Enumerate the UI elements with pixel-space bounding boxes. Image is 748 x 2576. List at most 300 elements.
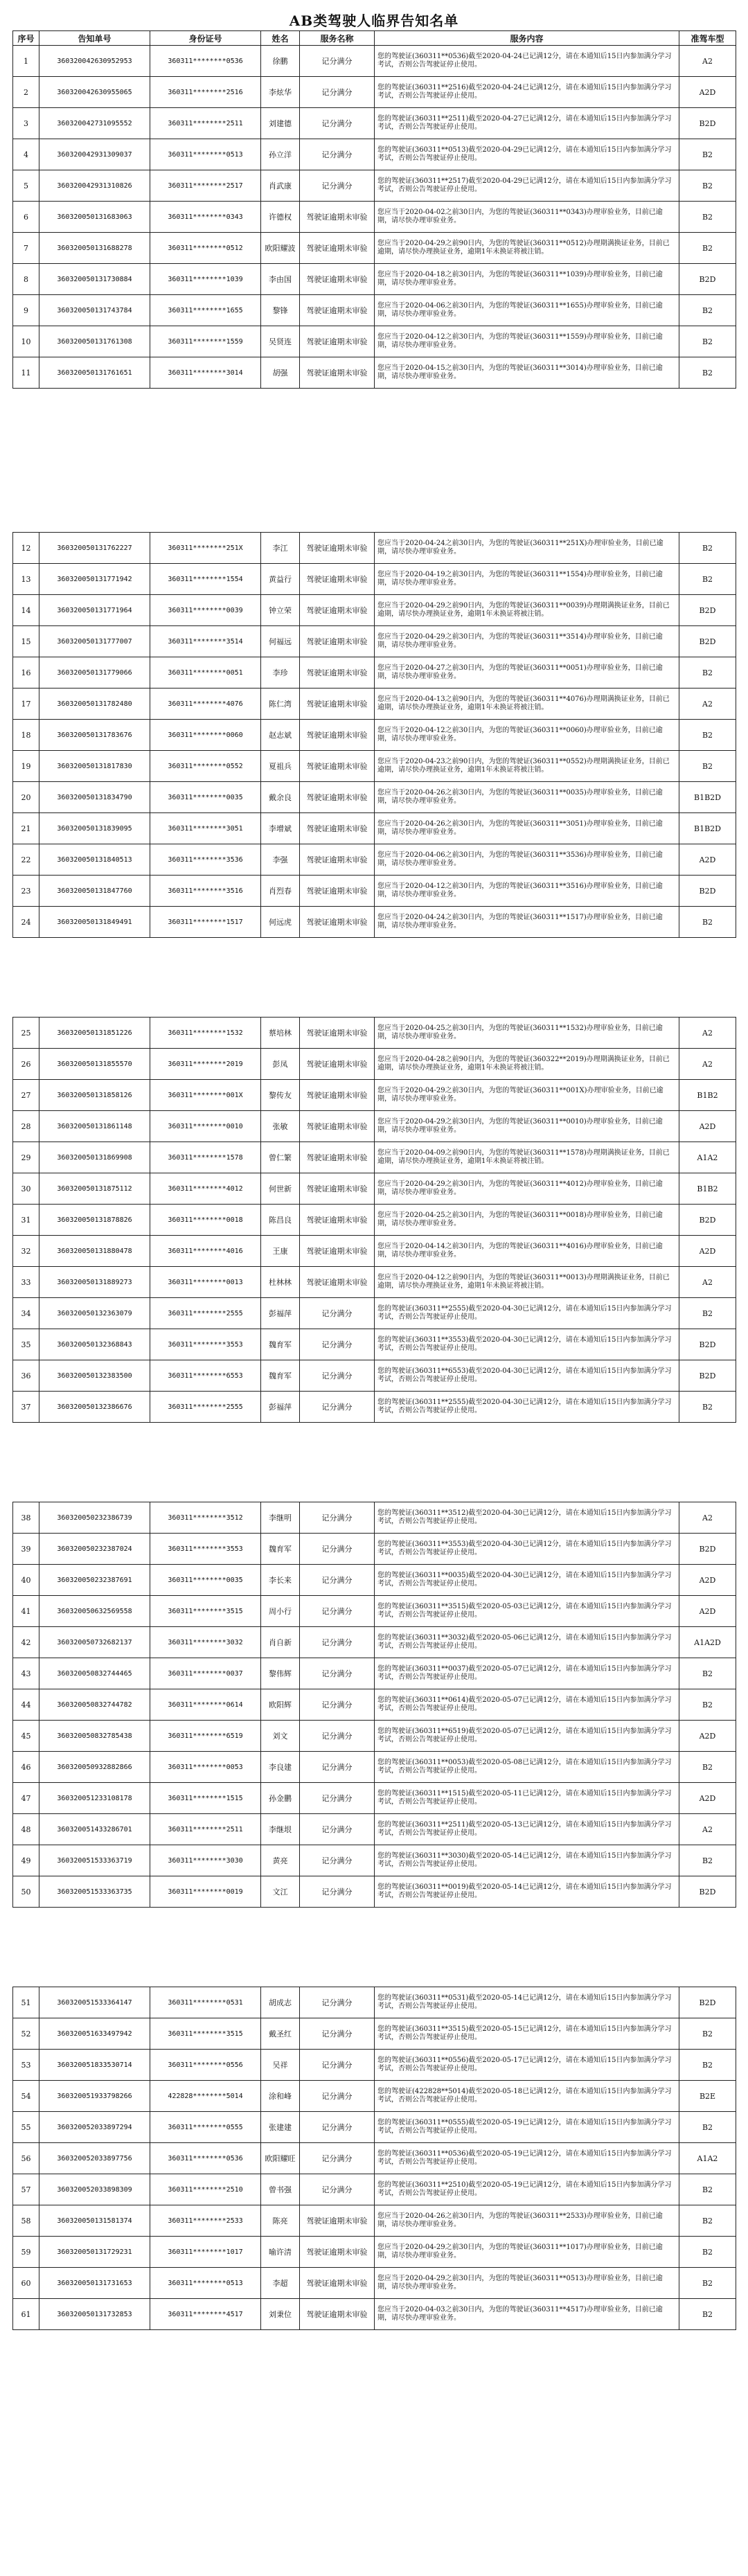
row-number: 38 bbox=[13, 1502, 39, 1534]
table-row bbox=[13, 2174, 736, 2205]
notice-number: 360320042630955065 bbox=[39, 77, 150, 108]
id-number: 360311********0035 bbox=[150, 782, 261, 813]
table-row bbox=[13, 1845, 736, 1876]
service-name: 记分满分 bbox=[300, 1534, 375, 1565]
id-number: 360311********2555 bbox=[150, 1298, 261, 1329]
service-name: 记分满分 bbox=[300, 1565, 375, 1596]
id-number: 422828********5014 bbox=[150, 2081, 261, 2112]
row-number: 22 bbox=[13, 844, 39, 876]
license-class: A2 bbox=[679, 689, 736, 720]
table-header-row bbox=[13, 31, 736, 46]
license-class: B2 bbox=[679, 2018, 736, 2050]
service-name: 记分满分 bbox=[300, 1721, 375, 1752]
service-content: 您应当于2020-04-26之前30日内，为您的驾驶证(360311**3051)办理审验业务，目前已逾期，请尽快办理审验业务。 bbox=[375, 813, 679, 844]
id-number: 360311********3553 bbox=[150, 1329, 261, 1360]
row-number: 26 bbox=[13, 1049, 39, 1080]
service-content: 您的驾驶证(360311**0037)截至2020-05-07已记满12分，请在本通知后15日内参加满分学习考试，否则公告驾驶证停止使用。 bbox=[375, 1658, 679, 1689]
table-row bbox=[13, 264, 736, 295]
table-row bbox=[13, 720, 736, 751]
notice-number: 360320050131855570 bbox=[39, 1049, 150, 1080]
service-name: 驾驶证逾期未审验 bbox=[300, 1018, 375, 1049]
driver-name: 李继明 bbox=[261, 1502, 300, 1534]
license-class: B1B2D bbox=[679, 813, 736, 844]
service-name: 记分满分 bbox=[300, 1845, 375, 1876]
row-number: 31 bbox=[13, 1205, 39, 1236]
driver-name: 黄益行 bbox=[261, 564, 300, 595]
notice-number: 360320051533363719 bbox=[39, 1845, 150, 1876]
table-row bbox=[13, 907, 736, 938]
id-number: 360311********4517 bbox=[150, 2299, 261, 2330]
license-class: A2D bbox=[679, 1783, 736, 1814]
license-class: B2 bbox=[679, 326, 736, 357]
table-row bbox=[13, 1783, 736, 1814]
license-class: B2 bbox=[679, 2268, 736, 2299]
driver-name: 何远虎 bbox=[261, 907, 300, 938]
notice-number: 360320050131849491 bbox=[39, 907, 150, 938]
service-content: 您应当于2020-04-24之前30日内，为您的驾驶证(360311**251X)办理审验业务，目前已逾期，请尽快办理审验业务。 bbox=[375, 533, 679, 564]
driver-name: 肖烈春 bbox=[261, 876, 300, 907]
license-class: A2 bbox=[679, 1267, 736, 1298]
service-name: 记分满分 bbox=[300, 1627, 375, 1658]
table-row bbox=[13, 1752, 736, 1783]
id-number: 360311********1655 bbox=[150, 295, 261, 326]
id-number: 360311********1517 bbox=[150, 907, 261, 938]
row-number: 43 bbox=[13, 1658, 39, 1689]
table-row bbox=[13, 564, 736, 595]
id-number: 360311********0053 bbox=[150, 1752, 261, 1783]
driver-name: 李珍 bbox=[261, 657, 300, 689]
service-content: 您的驾驶证(422828**5014)截至2020-05-18已记满12分，请在本通知后15日内参加满分学习考试，否则公告驾驶证停止使用。 bbox=[375, 2081, 679, 2112]
service-name: 驾驶证逾期未审验 bbox=[300, 1142, 375, 1173]
notice-number: 360320050832744465 bbox=[39, 1658, 150, 1689]
license-class: B2 bbox=[679, 1298, 736, 1329]
id-number: 360311********4076 bbox=[150, 689, 261, 720]
service-content: 您的驾驶证(360311**2516)截至2020-04-24已记满12分，请在本通知后15日内参加满分学习考试，否则公告驾驶证停止使用。 bbox=[375, 77, 679, 108]
id-number: 360311********0018 bbox=[150, 1205, 261, 1236]
driver-name: 肖自新 bbox=[261, 1627, 300, 1658]
row-number: 30 bbox=[13, 1173, 39, 1205]
notice-table bbox=[12, 1502, 736, 1908]
id-number: 360311********2511 bbox=[150, 108, 261, 139]
notice-number: 360320050131878826 bbox=[39, 1205, 150, 1236]
row-number: 44 bbox=[13, 1689, 39, 1721]
service-name: 记分满分 bbox=[300, 139, 375, 170]
service-content: 您应当于2020-04-24之前30日内，为您的驾驶证(360311**1517)办理审验业务，目前已逾期，请尽快办理审验业务。 bbox=[375, 907, 679, 938]
id-number: 360311********3514 bbox=[150, 626, 261, 657]
row-number: 3 bbox=[13, 108, 39, 139]
driver-name: 黎传友 bbox=[261, 1080, 300, 1111]
license-class: B2 bbox=[679, 357, 736, 389]
service-content: 您的驾驶证(360311**3553)截至2020-04-30已记满12分，请在本通知后15日内参加满分学习考试，否则公告驾驶证停止使用。 bbox=[375, 1329, 679, 1360]
driver-name: 彭福萍 bbox=[261, 1298, 300, 1329]
service-content: 您的驾驶证(360311**3515)截至2020-05-03已记满12分，请在本通知后15日内参加满分学习考试，否则公告驾驶证停止使用。 bbox=[375, 1596, 679, 1627]
service-content: 您应当于2020-04-06之前30日内，为您的驾驶证(360311**3536)办理审验业务，目前已逾期，请尽快办理审验业务。 bbox=[375, 844, 679, 876]
driver-name: 钟立荣 bbox=[261, 595, 300, 626]
service-content: 您应当于2020-04-25之前30日内，为您的驾驶证(360311**0018)办理审验业务，目前已逾期，请尽快办理审验业务。 bbox=[375, 1205, 679, 1236]
driver-name: 何福远 bbox=[261, 626, 300, 657]
table-row bbox=[13, 1627, 736, 1658]
driver-name: 李炫华 bbox=[261, 77, 300, 108]
service-content: 您应当于2020-04-12之前90日内，为您的驾驶证(360311**0013)办理期满换证业务，目前已逾期，请尽快办理换证业务，逾期1年未换证将被注销。 bbox=[375, 1267, 679, 1298]
id-number: 360311********3030 bbox=[150, 1845, 261, 1876]
table-row bbox=[13, 170, 736, 202]
driver-name: 喻许清 bbox=[261, 2237, 300, 2268]
row-number: 61 bbox=[13, 2299, 39, 2330]
row-number: 5 bbox=[13, 170, 39, 202]
service-content: 您的驾驶证(360311**2555)截至2020-04-30已记满12分，请在本通知后15日内参加满分学习考试，否则公告驾驶证停止使用。 bbox=[375, 1392, 679, 1423]
row-number: 16 bbox=[13, 657, 39, 689]
license-class: B2 bbox=[679, 233, 736, 264]
table-row bbox=[13, 233, 736, 264]
driver-name: 曾书强 bbox=[261, 2174, 300, 2205]
driver-name: 黄亮 bbox=[261, 1845, 300, 1876]
service-name: 驾驶证逾期未审验 bbox=[300, 202, 375, 233]
header-service-content: 服务内容 bbox=[375, 31, 679, 46]
notice-number: 360320050131869908 bbox=[39, 1142, 150, 1173]
notice-number: 360320052033898309 bbox=[39, 2174, 150, 2205]
row-number: 6 bbox=[13, 202, 39, 233]
service-content: 您的驾驶证(360311**3512)截至2020-04-30已记满12分，请在本通知后15日内参加满分学习考试，否则公告驾驶证停止使用。 bbox=[375, 1502, 679, 1534]
driver-name: 陈仁湾 bbox=[261, 689, 300, 720]
service-name: 驾驶证逾期未审验 bbox=[300, 233, 375, 264]
service-content: 您应当于2020-04-29之前30日内，为您的驾驶证(360311**4012)办理审验业务，目前已逾期，请尽快办理审验业务。 bbox=[375, 1173, 679, 1205]
id-number: 360311********3553 bbox=[150, 1534, 261, 1565]
driver-name: 何世新 bbox=[261, 1173, 300, 1205]
driver-name: 李强 bbox=[261, 844, 300, 876]
driver-name: 李长来 bbox=[261, 1565, 300, 1596]
id-number: 360311********3515 bbox=[150, 1596, 261, 1627]
notice-number: 360320051533363735 bbox=[39, 1876, 150, 1908]
row-number: 18 bbox=[13, 720, 39, 751]
notice-number: 360320052033897756 bbox=[39, 2143, 150, 2174]
id-number: 360311********0552 bbox=[150, 751, 261, 782]
table-row bbox=[13, 1502, 736, 1534]
table-row bbox=[13, 2268, 736, 2299]
service-name: 记分满分 bbox=[300, 1360, 375, 1392]
service-name: 驾驶证逾期未审验 bbox=[300, 2268, 375, 2299]
table-row bbox=[13, 1080, 736, 1111]
notice-number: 360320050932882866 bbox=[39, 1752, 150, 1783]
notice-number: 360320050131777007 bbox=[39, 626, 150, 657]
table-row bbox=[13, 1721, 736, 1752]
license-class: A2 bbox=[679, 1502, 736, 1534]
id-number: 360311********251X bbox=[150, 533, 261, 564]
notice-number: 360320050131779066 bbox=[39, 657, 150, 689]
service-name: 记分满分 bbox=[300, 1987, 375, 2018]
notice-table bbox=[12, 1987, 736, 2330]
driver-name: 魏育军 bbox=[261, 1329, 300, 1360]
id-number: 360311********0051 bbox=[150, 657, 261, 689]
table-row bbox=[13, 2081, 736, 2112]
row-number: 25 bbox=[13, 1018, 39, 1049]
row-number: 41 bbox=[13, 1596, 39, 1627]
notice-table bbox=[12, 30, 736, 389]
table-row bbox=[13, 1392, 736, 1423]
row-number: 39 bbox=[13, 1534, 39, 1565]
license-class: B2D bbox=[679, 1534, 736, 1565]
driver-name: 孙立洋 bbox=[261, 139, 300, 170]
license-class: A2D bbox=[679, 1596, 736, 1627]
notice-number: 360320051933798266 bbox=[39, 2081, 150, 2112]
row-number: 33 bbox=[13, 1267, 39, 1298]
row-number: 42 bbox=[13, 1627, 39, 1658]
table-row bbox=[13, 689, 736, 720]
row-number: 60 bbox=[13, 2268, 39, 2299]
table-row bbox=[13, 751, 736, 782]
service-name: 记分满分 bbox=[300, 1502, 375, 1534]
driver-name: 彭凤 bbox=[261, 1049, 300, 1080]
id-number: 360311********3032 bbox=[150, 1627, 261, 1658]
license-class: B2 bbox=[679, 2112, 736, 2143]
driver-name: 胡成志 bbox=[261, 1987, 300, 2018]
table-row bbox=[13, 626, 736, 657]
service-name: 驾驶证逾期未审验 bbox=[300, 1080, 375, 1111]
driver-name: 肖武康 bbox=[261, 170, 300, 202]
driver-name: 刘文 bbox=[261, 1721, 300, 1752]
row-number: 47 bbox=[13, 1783, 39, 1814]
license-class: B2D bbox=[679, 1329, 736, 1360]
service-content: 您应当于2020-04-14之前30日内，为您的驾驶证(360311**4016)办理审验业务，目前已逾期，请尽快办理审验业务。 bbox=[375, 1236, 679, 1267]
service-content: 您应当于2020-04-26之前30日内，为您的驾驶证(360311**0035)办理审验业务，目前已逾期，请尽快办理审验业务。 bbox=[375, 782, 679, 813]
notice-number: 360320050232387024 bbox=[39, 1534, 150, 1565]
service-content: 您应当于2020-04-29之前30日内，为您的驾驶证(360311**1017)办理审验业务，目前已逾期，请尽快办理审验业务。 bbox=[375, 2237, 679, 2268]
driver-name: 曾仁繁 bbox=[261, 1142, 300, 1173]
service-name: 记分满分 bbox=[300, 1814, 375, 1845]
table-row bbox=[13, 844, 736, 876]
service-name: 驾驶证逾期未审验 bbox=[300, 782, 375, 813]
service-name: 驾驶证逾期未审验 bbox=[300, 2205, 375, 2237]
license-class: B1B2 bbox=[679, 1080, 736, 1111]
license-class: A2 bbox=[679, 46, 736, 77]
service-content: 您的驾驶证(360311**0053)截至2020-05-08已记满12分，请在本通知后15日内参加满分学习考试，否则公告驾驶证停止使用。 bbox=[375, 1752, 679, 1783]
notice-number: 360320050131847760 bbox=[39, 876, 150, 907]
service-name: 记分满分 bbox=[300, 1298, 375, 1329]
notice-number: 360320050131840513 bbox=[39, 844, 150, 876]
notice-number: 360320042731095552 bbox=[39, 108, 150, 139]
id-number: 360311********2533 bbox=[150, 2205, 261, 2237]
row-number: 48 bbox=[13, 1814, 39, 1845]
driver-name: 许德权 bbox=[261, 202, 300, 233]
license-class: B2 bbox=[679, 564, 736, 595]
row-number: 32 bbox=[13, 1236, 39, 1267]
license-class: B2D bbox=[679, 626, 736, 657]
driver-name: 戴余良 bbox=[261, 782, 300, 813]
table-row bbox=[13, 46, 736, 77]
notice-number: 360320042630952953 bbox=[39, 46, 150, 77]
row-number: 28 bbox=[13, 1111, 39, 1142]
row-number: 52 bbox=[13, 2018, 39, 2050]
service-name: 驾驶证逾期未审验 bbox=[300, 2237, 375, 2268]
notice-number: 360320051633497942 bbox=[39, 2018, 150, 2050]
license-class: A2 bbox=[679, 1049, 736, 1080]
row-number: 17 bbox=[13, 689, 39, 720]
service-content: 您应当于2020-04-06之前30日内，为您的驾驶证(360311**1655)办理审验业务，目前已逾期，请尽快办理审验业务。 bbox=[375, 295, 679, 326]
row-number: 34 bbox=[13, 1298, 39, 1329]
service-name: 记分满分 bbox=[300, 1783, 375, 1814]
service-content: 您的驾驶证(360311**3032)截至2020-05-06已记满12分，请在本通知后15日内参加满分学习考试，否则公告驾驶证停止使用。 bbox=[375, 1627, 679, 1658]
id-number: 360311********0536 bbox=[150, 46, 261, 77]
driver-name: 李良建 bbox=[261, 1752, 300, 1783]
license-class: B2 bbox=[679, 2174, 736, 2205]
id-number: 360311********2516 bbox=[150, 77, 261, 108]
service-content: 您应当于2020-04-12之前30日内，为您的驾驶证(360311**0060)办理审验业务，目前已逾期，请尽快办理审验业务。 bbox=[375, 720, 679, 751]
service-name: 记分满分 bbox=[300, 77, 375, 108]
service-content: 您的驾驶证(360311**0035)截至2020-04-30已记满12分，请在本通知后15日内参加满分学习考试，否则公告驾驶证停止使用。 bbox=[375, 1565, 679, 1596]
notice-number: 360320050131880478 bbox=[39, 1236, 150, 1267]
license-class: B2 bbox=[679, 2299, 736, 2330]
row-number: 9 bbox=[13, 295, 39, 326]
license-class: A2D bbox=[679, 77, 736, 108]
table-row bbox=[13, 2237, 736, 2268]
driver-name: 孙金鹏 bbox=[261, 1783, 300, 1814]
license-class: A2D bbox=[679, 1111, 736, 1142]
driver-name: 戴圣红 bbox=[261, 2018, 300, 2050]
table-row bbox=[13, 2112, 736, 2143]
service-name: 记分满分 bbox=[300, 1392, 375, 1423]
driver-name: 王康 bbox=[261, 1236, 300, 1267]
notice-number: 360320050131730884 bbox=[39, 264, 150, 295]
table-row bbox=[13, 1596, 736, 1627]
service-name: 记分满分 bbox=[300, 1689, 375, 1721]
table-row bbox=[13, 1298, 736, 1329]
id-number: 360311********0513 bbox=[150, 139, 261, 170]
table-row bbox=[13, 1876, 736, 1908]
id-number: 360311********6553 bbox=[150, 1360, 261, 1392]
driver-name: 欧阳耀旺 bbox=[261, 2143, 300, 2174]
id-number: 360311********0010 bbox=[150, 1111, 261, 1142]
driver-name: 陈昌良 bbox=[261, 1205, 300, 1236]
table-row bbox=[13, 202, 736, 233]
row-number: 56 bbox=[13, 2143, 39, 2174]
driver-name: 李继垠 bbox=[261, 1814, 300, 1845]
service-name: 驾驶证逾期未审验 bbox=[300, 751, 375, 782]
notice-number: 360320050131839095 bbox=[39, 813, 150, 844]
notice-number: 360320050232386739 bbox=[39, 1502, 150, 1534]
license-class: B2 bbox=[679, 1845, 736, 1876]
driver-name: 徐鹏 bbox=[261, 46, 300, 77]
notice-number: 360320051533364147 bbox=[39, 1987, 150, 2018]
driver-name: 刘秉位 bbox=[261, 2299, 300, 2330]
service-name: 驾驶证逾期未审验 bbox=[300, 844, 375, 876]
header-service-name: 服务名称 bbox=[300, 31, 375, 46]
table-row bbox=[13, 1329, 736, 1360]
notice-number: 360320050131851226 bbox=[39, 1018, 150, 1049]
table-row bbox=[13, 876, 736, 907]
notice-number: 360320050131834790 bbox=[39, 782, 150, 813]
service-content: 您应当于2020-04-18之前30日内，为您的驾驶证(360311**1039)办理审验业务，目前已逾期，请尽快办理审验业务。 bbox=[375, 264, 679, 295]
table-row bbox=[13, 1534, 736, 1565]
license-class: A2D bbox=[679, 1236, 736, 1267]
service-name: 记分满分 bbox=[300, 1329, 375, 1360]
license-class: A1A2 bbox=[679, 1142, 736, 1173]
id-number: 360311********2517 bbox=[150, 170, 261, 202]
id-number: 360311********0531 bbox=[150, 1987, 261, 2018]
service-content: 您的驾驶证(360311**0019)截至2020-05-14已记满12分，请在本通知后15日内参加满分学习考试，否则公告驾驶证停止使用。 bbox=[375, 1876, 679, 1908]
id-number: 360311********2019 bbox=[150, 1049, 261, 1080]
driver-name: 文江 bbox=[261, 1876, 300, 1908]
table-row bbox=[13, 1142, 736, 1173]
notice-number: 360320050131889273 bbox=[39, 1267, 150, 1298]
service-content: 您的驾驶证(360311**0513)截至2020-04-29已记满12分，请在本通知后15日内参加满分学习考试，否则公告驾驶证停止使用。 bbox=[375, 139, 679, 170]
service-name: 记分满分 bbox=[300, 2112, 375, 2143]
service-content: 您的驾驶证(360311**0536)截至2020-05-19已记满12分，请在本通知后15日内参加满分学习考试，否则公告驾驶证停止使用。 bbox=[375, 2143, 679, 2174]
row-number: 15 bbox=[13, 626, 39, 657]
service-name: 记分满分 bbox=[300, 46, 375, 77]
row-number: 23 bbox=[13, 876, 39, 907]
service-content: 您应当于2020-04-12之前30日内，为您的驾驶证(360311**3516)办理审验业务，目前已逾期，请尽快办理审验业务。 bbox=[375, 876, 679, 907]
id-number: 360311********1039 bbox=[150, 264, 261, 295]
license-class: A2D bbox=[679, 1721, 736, 1752]
driver-name: 张敏 bbox=[261, 1111, 300, 1142]
id-number: 360311********4016 bbox=[150, 1236, 261, 1267]
service-content: 您的驾驶证(360311**0555)截至2020-05-19已记满12分，请在本通知后15日内参加满分学习考试，否则公告驾驶证停止使用。 bbox=[375, 2112, 679, 2143]
service-name: 记分满分 bbox=[300, 2174, 375, 2205]
license-class: B2 bbox=[679, 139, 736, 170]
driver-name: 欧阳耀波 bbox=[261, 233, 300, 264]
license-class: B2 bbox=[679, 202, 736, 233]
service-content: 您应当于2020-04-29之前90日内，为您的驾驶证(360311**0512)办理期满换证业务，目前已逾期，请尽快办理换证业务，逾期1年未换证将被注销。 bbox=[375, 233, 679, 264]
table-row bbox=[13, 108, 736, 139]
service-content: 您的驾驶证(360311**0531)截至2020-05-14已记满12分，请在本通知后15日内参加满分学习考试，否则公告驾驶证停止使用。 bbox=[375, 1987, 679, 2018]
license-class: B2 bbox=[679, 170, 736, 202]
id-number: 360311********1017 bbox=[150, 2237, 261, 2268]
service-content: 您应当于2020-04-29之前90日内，为您的驾驶证(360311**0039)办理期满换证业务，目前已逾期，请尽快办理换证业务，逾期1年未换证将被注销。 bbox=[375, 595, 679, 626]
notice-number: 360320050131861148 bbox=[39, 1111, 150, 1142]
table-row bbox=[13, 1236, 736, 1267]
service-name: 驾驶证逾期未审验 bbox=[300, 595, 375, 626]
row-number: 21 bbox=[13, 813, 39, 844]
notice-number: 360320050232387691 bbox=[39, 1565, 150, 1596]
service-content: 您应当于2020-04-29之前30日内，为您的驾驶证(360311**0513)办理审验业务，目前已逾期，请尽快办理审验业务。 bbox=[375, 2268, 679, 2299]
row-number: 27 bbox=[13, 1080, 39, 1111]
license-class: B2 bbox=[679, 295, 736, 326]
table-row bbox=[13, 1987, 736, 2018]
notice-number: 360320050131771964 bbox=[39, 595, 150, 626]
notice-number: 360320052033897294 bbox=[39, 2112, 150, 2143]
row-number: 51 bbox=[13, 1987, 39, 2018]
notice-number: 360320050131731653 bbox=[39, 2268, 150, 2299]
license-class: B2E bbox=[679, 2081, 736, 2112]
notice-number: 360320050131761651 bbox=[39, 357, 150, 389]
service-content: 您的驾驶证(360311**3553)截至2020-04-30已记满12分，请在本通知后15日内参加满分学习考试，否则公告驾驶证停止使用。 bbox=[375, 1534, 679, 1565]
service-name: 驾驶证逾期未审验 bbox=[300, 876, 375, 907]
license-class: A2D bbox=[679, 844, 736, 876]
notice-number: 360320050131858126 bbox=[39, 1080, 150, 1111]
service-name: 驾驶证逾期未审验 bbox=[300, 1049, 375, 1080]
service-content: 您应当于2020-04-27之前30日内，为您的驾驶证(360311**0051)办理审验业务，目前已逾期，请尽快办理审验业务。 bbox=[375, 657, 679, 689]
table-row bbox=[13, 657, 736, 689]
id-number: 360311********3515 bbox=[150, 2018, 261, 2050]
notice-number: 360320050132368843 bbox=[39, 1329, 150, 1360]
table-row bbox=[13, 595, 736, 626]
row-number: 40 bbox=[13, 1565, 39, 1596]
service-name: 记分满分 bbox=[300, 2143, 375, 2174]
driver-name: 蔡培林 bbox=[261, 1018, 300, 1049]
row-number: 4 bbox=[13, 139, 39, 170]
service-content: 您应当于2020-04-28之前90日内，为您的驾驶证(360322**2019)办理期满换证业务，目前已逾期，请尽快办理换证业务，逾期1年未换证将被注销。 bbox=[375, 1049, 679, 1080]
service-content: 您应当于2020-04-09之前90日内，为您的驾驶证(360311**1578)办理期满换证业务，目前已逾期，请尽快办理换证业务，逾期1年未换证将被注销。 bbox=[375, 1142, 679, 1173]
license-class: B2 bbox=[679, 720, 736, 751]
license-class: A1A2D bbox=[679, 1627, 736, 1658]
header-no: 序号 bbox=[13, 31, 39, 46]
notice-number: 360320042931309037 bbox=[39, 139, 150, 170]
driver-name: 李增斌 bbox=[261, 813, 300, 844]
license-class: A2D bbox=[679, 1565, 736, 1596]
row-number: 53 bbox=[13, 2050, 39, 2081]
table-row bbox=[13, 1689, 736, 1721]
table-row bbox=[13, 295, 736, 326]
id-number: 360311********0343 bbox=[150, 202, 261, 233]
